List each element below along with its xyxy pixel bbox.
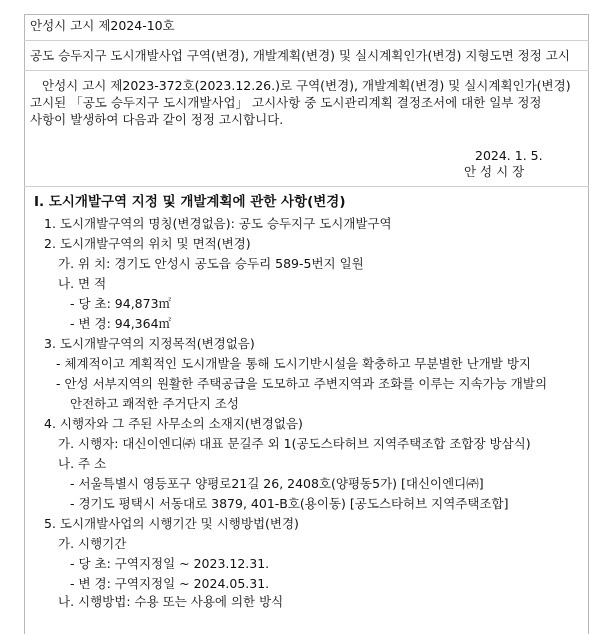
section-heading: Ⅰ. 도시개발구역 지정 및 개발계획에 관한 사항(변경) bbox=[34, 194, 346, 210]
purpose-line: - 체계적이고 계획적인 도시개발을 통해 도시기반시설을 확충하고 무분별한 난개발 방지 bbox=[56, 356, 531, 371]
item-2-location: 가. 위 치: 경기도 안성시 공도읍 승두리 589-5번지 일원 bbox=[58, 256, 364, 271]
notice-title: 공도 승두지구 도시개발사업 구역(변경), 개발계획(변경) 및 실시계획인가(변경) 지형도면 정정 고시 bbox=[30, 48, 570, 63]
notice-date: 2024. 1. 5. bbox=[475, 148, 543, 163]
intro-line: 사항이 발생하여 다음과 같이 정정 고시합니다. bbox=[30, 112, 284, 127]
notice-issuer: 안 성 시 장 bbox=[464, 164, 525, 179]
item-5: 5. 도시개발사업의 시행기간 및 시행방법(변경) bbox=[44, 516, 299, 531]
intro-line: 고시된 「공도 승두지구 도시개발사업」 고시사항 중 도시관리계획 결정조서에 대한 일부 정정 bbox=[30, 95, 542, 110]
area-original: - 당 초: 94,873㎡ bbox=[70, 296, 172, 311]
address-label: 나. 주 소 bbox=[58, 456, 107, 471]
item-3: 3. 도시개발구역의 지정목적(변경없음) bbox=[44, 336, 255, 351]
divider bbox=[24, 70, 589, 71]
divider bbox=[24, 186, 589, 187]
notice-number: 안성시 고시 제2024-10호 bbox=[30, 18, 175, 33]
purpose-line: - 안성 서부지역의 원활한 주택공급을 도모하고 주변지역과 조화를 이루는 지속가능 개발의 bbox=[56, 376, 548, 391]
implementer: 가. 시행자: 대신이엔디㈜ 대표 문길주 외 1(공도스타허브 지역주택조합 조합장 방삼식) bbox=[58, 436, 531, 451]
purpose-line: 안전하고 쾌적한 주거단지 조성 bbox=[70, 396, 239, 411]
intro-line: 안성시 고시 제2023-372호(2023.12.26.)로 구역(변경), 개발계획(변경) 및 실시계획인가(변경) bbox=[42, 78, 571, 93]
address-line: - 서울특별시 영등포구 양평로21길 26, 2408호(양평동5가) [대신이엔디㈜] bbox=[70, 476, 484, 491]
period-original: - 당 초: 구역지정일 ~ 2023.12.31. bbox=[70, 556, 270, 571]
period-label: 가. 시행기간 bbox=[58, 536, 127, 551]
period-changed: - 변 경: 구역지정일 ~ 2024.05.31. bbox=[70, 576, 270, 591]
method-line: 나. 시행방법: 수용 또는 사용에 의한 방식 bbox=[58, 594, 284, 609]
area-changed: - 변 경: 94,364㎡ bbox=[70, 316, 172, 331]
divider bbox=[24, 40, 589, 41]
item-2-area: 나. 면 적 bbox=[58, 276, 107, 291]
item-2: 2. 도시개발구역의 위치 및 면적(변경) bbox=[44, 236, 251, 251]
item-1: 1. 도시개발구역의 명칭(변경없음): 공도 승두지구 도시개발구역 bbox=[44, 216, 392, 231]
address-line: - 경기도 평택시 서동대로 3879, 401-B호(용이동) [공도스타허브 지역주택조합] bbox=[70, 496, 509, 511]
item-4: 4. 시행자와 그 주된 사무소의 소재지(변경없음) bbox=[44, 416, 303, 431]
